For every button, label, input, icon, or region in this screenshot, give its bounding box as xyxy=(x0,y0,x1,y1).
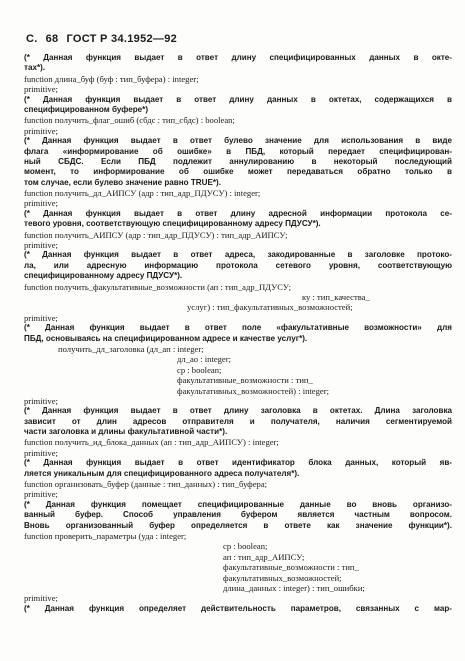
code-line: факультативных_возможностей; xyxy=(223,572,342,583)
comment-line: зависит от длин адресов отправителя и получателя, наличия сегментируемой xyxy=(24,416,452,426)
code-line: длина_данных : integer) : тип_ошибки; xyxy=(223,582,365,593)
comment-line: (* Данная функция помещает специфицированные данные во вновь организо- xyxy=(24,499,452,509)
comment-line: специфицированному адресу ПДУСУ*). xyxy=(24,271,183,281)
comment-line: (* Данная функция выдает в ответ булево значение для использования в виде xyxy=(24,136,452,146)
code-line: function получить_ид_блока_данных (ап : тип_адр_АИПСУ) : integer; xyxy=(24,437,279,448)
code-line: primitive; xyxy=(24,312,58,323)
comment-line: (* Данная функция определяет действительность параметров, связанных с мар- xyxy=(24,603,452,613)
page-header xyxy=(26,33,185,45)
code-line: primitive; xyxy=(24,125,58,136)
code-line: primitive; xyxy=(24,447,58,458)
code-line: cp : boolean; xyxy=(223,541,268,552)
code-line: ап : тип_адр_АИПСУ; xyxy=(223,551,305,562)
comment-line: Вновь организованный буфер определяется в ответе как значение функции*). xyxy=(24,520,452,530)
comment-line: специфицированном буфере*) xyxy=(24,104,149,114)
code-line: факультативные_возможности : тип_ xyxy=(177,375,313,386)
code-line: primitive; xyxy=(24,240,58,251)
comment-line: тевого уровня, соответствующую специфицированному адресу ПДУСУ*). xyxy=(24,219,321,229)
comment-line: момент, то информирование об ошибке может передаваться обратно только в xyxy=(24,167,452,177)
code-line: primitive; xyxy=(24,593,58,604)
code-line: function организовать_буфер (данные : тип_данных) : тип_буфера; xyxy=(24,479,268,490)
comment-line: флага «информирование об ошибке» в ПБД, который передает специфицирован- xyxy=(24,146,452,156)
code-line: услуг) : тип_факультативных_возможностей; xyxy=(187,302,353,313)
code-line: получить_дл_заголовка (дл_ап : integer; xyxy=(58,343,204,354)
code-line: function проверить_параметры (уда : integer; xyxy=(24,530,187,541)
code-line: primitive; xyxy=(24,489,58,500)
comment-line: ляется уникальным для специфицированного адреса получателя*). xyxy=(24,468,300,478)
code-line: function получить_флаг_ошиб (сбдс : тип_сбдс) : boolean; xyxy=(24,115,235,126)
page-prefix: С. xyxy=(26,33,38,45)
document-body xyxy=(24,53,452,614)
standard-designation: ГОСТ Р 34.1952—92 xyxy=(66,33,178,45)
comment-line: (* Данная функция выдает в ответ длину специфицированных данных в окте- xyxy=(24,53,452,62)
code-line: function получить_факультативные_возможности (ап : тип_адр_ПДУСУ; xyxy=(24,281,291,292)
comment-line: ный СБДС. Если ПБД подлежит аннулированию в некоторый последующий xyxy=(24,156,452,166)
page-number: 68 xyxy=(45,33,59,45)
code-line: primitive; xyxy=(24,84,58,95)
code-line: primitive; xyxy=(24,198,58,209)
code-line: cp : boolean; xyxy=(177,364,222,375)
code-line: факультативные_возможности : тип_ xyxy=(223,562,359,573)
comment-line: части заголовка и длины факультативной части*). xyxy=(24,427,228,437)
comment-line: (* Данная функция выдает в ответ длину заголовка в октетах. Длина заголовка xyxy=(24,406,452,416)
comment-line: (* Данная функция выдает в ответ длину данных в октетах, содержащихся в xyxy=(24,94,452,104)
comment-line: ПБД, основываясь на специфицированном адресе и качестве услуг*). xyxy=(24,333,308,343)
comment-line: (* Данная функция выдает в ответ длину адресной информации протокола се- xyxy=(24,208,452,218)
code-line: дл_ao : integer; xyxy=(177,354,232,365)
code-line: function получить_АИПСУ (адр : тип_адр_ПДУСУ) : тип_адр_АИПСУ; xyxy=(24,229,288,240)
code-line: факультативных_возможностей) : integer; xyxy=(177,385,329,396)
comment-line: ла, или адресную информацию протокола сетевого уровня, соответствующую xyxy=(24,260,452,270)
code-line: function получить_дл_АИПСУ (адр : тип_адр_ПДУСУ) : integer; xyxy=(24,188,261,199)
code-line: primitive; xyxy=(24,395,58,406)
comment-line: (* Данная функция выдает в ответ идентификатор блока данных, который яв- xyxy=(24,458,452,468)
comment-line: (* Данная функция выдает в ответ адреса, закодированные в заголовке протоко- xyxy=(24,250,452,260)
code-line: ку : тип_качества_ xyxy=(302,291,370,302)
comment-line: том случае, если булево значение равно TRUE*). xyxy=(24,177,221,187)
comment-line: ванный буфер. Способ управления буфером является частным вопросом. xyxy=(24,510,452,520)
comment-line: тах*). xyxy=(24,63,46,73)
code-line: function длина_буф (буф : тип_буфера) : integer; xyxy=(24,73,199,84)
comment-line: (* Данная функция выдает в ответ поле «факультативные возможности» для xyxy=(24,323,452,333)
